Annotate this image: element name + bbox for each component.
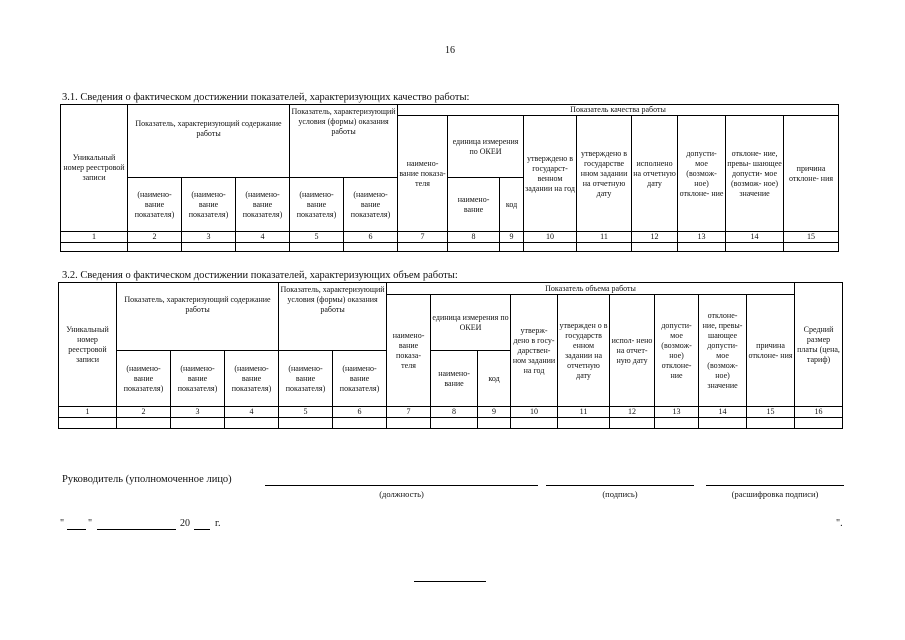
signature-label: Руководитель (уполномоченное лицо) — [62, 474, 232, 485]
unit-code-header: код — [478, 351, 511, 407]
sub-label: (наимено- вание показателя) — [225, 351, 279, 407]
indicator-name-header: наимено- вание показа- теля — [398, 116, 448, 232]
date-open-quote: " — [60, 518, 65, 529]
sub-label: (наимено- вание показателя) — [279, 351, 333, 407]
sub-label: (наимено- вание показателя) — [128, 178, 182, 232]
deviation-exceeding-header: отклоне- ние, превы- шающее допусти- мое (возмож- ное) значение — [699, 295, 747, 407]
column-number: 11 — [558, 407, 610, 418]
column-number: 3 — [182, 232, 236, 243]
column-number: 11 — [577, 232, 632, 243]
column-number: 2 — [117, 407, 171, 418]
avg-price-header: Средний размер платы (цена, тариф) — [795, 283, 843, 407]
indicator-name-header: наимено- вание показа- теля — [387, 295, 431, 407]
column-number: 2 — [128, 232, 182, 243]
quality-table — [60, 104, 839, 252]
footnote-separator — [414, 581, 486, 582]
unit-code-header: код — [500, 178, 524, 232]
year-prefix: 20 — [180, 518, 190, 529]
approved-date-header: утвержден о в государств енном задании на отчетную дату — [558, 295, 610, 407]
decoding-caption: (расшифровка подписи) — [731, 489, 819, 499]
column-number: 15 — [747, 407, 795, 418]
column-number: 1 — [61, 232, 128, 243]
column-number-row — [59, 407, 843, 418]
executed-header: исполнено на отчетную дату — [632, 116, 678, 232]
approved-year-header: утверждено в государст- венном задании на год — [524, 116, 577, 232]
column-number: 8 — [448, 232, 500, 243]
column-number: 14 — [726, 232, 784, 243]
column-number: 16 — [795, 407, 843, 418]
sub-label: (наимено- вание показателя) — [171, 351, 225, 407]
position-line[interactable] — [265, 485, 538, 486]
reason-header: причина отклоне- ния — [747, 295, 795, 407]
column-number: 1 — [59, 407, 117, 418]
column-number: 9 — [478, 407, 511, 418]
signature-line[interactable] — [546, 485, 694, 486]
volume-indicator-header: Показатель объема работы — [387, 283, 795, 295]
column-number: 4 — [225, 407, 279, 418]
data-row — [59, 418, 843, 429]
conditions-indicator-header: Показатель, характеризующий условия (формы) оказания работы — [290, 105, 398, 178]
deviation-allowed-header: допусти- мое (возмож- ное) отклоне- ние — [678, 116, 726, 232]
column-number: 7 — [398, 232, 448, 243]
column-number: 13 — [655, 407, 699, 418]
column-number: 10 — [524, 232, 577, 243]
volume-table — [58, 282, 843, 429]
unit-header: единица измерения по ОКЕИ — [431, 295, 511, 351]
column-number: 6 — [344, 232, 398, 243]
deviation-exceeding-header: отклоне- ние, превы- шающее допусти- мое (возмож- ное) значение — [726, 116, 784, 232]
unique-number-header: Уникальный номер реестровой записи — [61, 105, 128, 232]
sub-label: (наимено- вание показателя) — [333, 351, 387, 407]
column-number: 9 — [500, 232, 524, 243]
conditions-indicator-header: Показатель, характеризующий условия (формы) оказания работы — [279, 283, 387, 351]
reason-header: причина отклоне- ния — [784, 116, 839, 232]
column-number: 6 — [333, 407, 387, 418]
page-number: 16 — [445, 45, 455, 56]
section-1-title: 3.1. Сведения о фактическом достижении показателей, характеризующих качество работы: — [62, 92, 470, 103]
year-line[interactable] — [194, 529, 210, 530]
column-number: 14 — [699, 407, 747, 418]
sub-label: (наимено- вание показателя) — [290, 178, 344, 232]
column-number: 10 — [511, 407, 558, 418]
unit-header: единица измерения по ОКЕИ — [448, 116, 524, 178]
sub-label: (наимено- вание показателя) — [117, 351, 171, 407]
unit-name-header: наимено- вание — [448, 178, 500, 232]
column-number: 15 — [784, 232, 839, 243]
column-number-row — [61, 232, 839, 243]
column-number: 12 — [632, 232, 678, 243]
day-line[interactable] — [67, 529, 86, 530]
quality-indicator-header: Показатель качества работы — [398, 105, 839, 116]
data-row — [61, 243, 839, 252]
position-caption: (должность) — [379, 489, 424, 499]
year-suffix: г. — [215, 518, 221, 529]
column-number: 5 — [290, 232, 344, 243]
unit-name-header: наимено- вание — [431, 351, 478, 407]
month-line[interactable] — [97, 529, 176, 530]
decoding-line[interactable] — [706, 485, 844, 486]
column-number: 8 — [431, 407, 478, 418]
column-number: 5 — [279, 407, 333, 418]
content-indicator-header: Показатель, характеризующий содержание работы — [117, 283, 279, 351]
column-number: 12 — [610, 407, 655, 418]
executed-header: испол- нено на отчет-ную дату — [610, 295, 655, 407]
signature-caption: (подпись) — [602, 489, 638, 499]
column-number: 4 — [236, 232, 290, 243]
approved-date-header: утверждено в государстве нном задании на отчетную дату — [577, 116, 632, 232]
content-indicator-header: Показатель, характеризующий содержание работы — [128, 105, 290, 178]
date-close-quote: " — [88, 518, 93, 529]
column-number: 7 — [387, 407, 431, 418]
approved-year-header: утверж- дено в госу- дарствен- ном задании на год — [511, 295, 558, 407]
closing-quote: ". — [836, 518, 843, 529]
sub-label: (наимено- вание показателя) — [182, 178, 236, 232]
section-2-title: 3.2. Сведения о фактическом достижении показателей, характеризующих объем работы: — [62, 270, 458, 281]
unique-number-header: Уникальный номер реестровой записи — [59, 283, 117, 407]
sub-label: (наимено- вание показателя) — [344, 178, 398, 232]
column-number: 3 — [171, 407, 225, 418]
sub-label: (наимено- вание показателя) — [236, 178, 290, 232]
deviation-allowed-header: допусти- мое (возмож- ное) отклоне- ние — [655, 295, 699, 407]
column-number: 13 — [678, 232, 726, 243]
